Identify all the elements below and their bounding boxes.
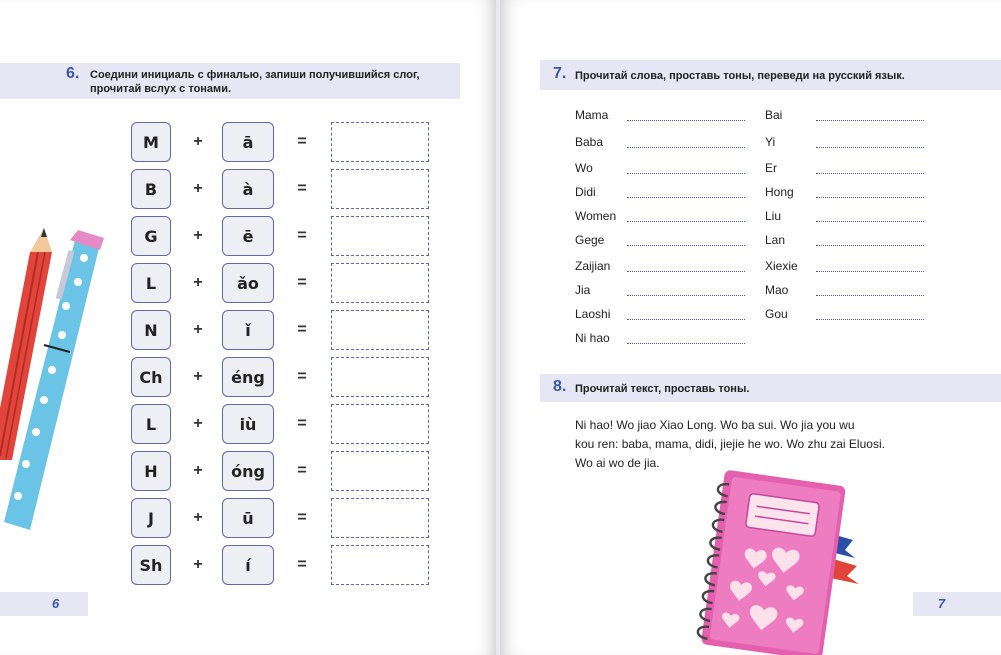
plus-sign: + [193, 227, 203, 244]
answer-box[interactable] [331, 498, 429, 538]
final-tile: ǎo [222, 263, 274, 303]
plus-sign: + [193, 180, 203, 197]
vocab-word: Er [765, 161, 777, 175]
answer-line[interactable] [816, 295, 924, 296]
answer-line[interactable] [627, 197, 745, 198]
initial-tile: B [131, 169, 171, 209]
equals-sign: = [297, 368, 307, 385]
initial-tile: J [131, 498, 171, 538]
final-tile: iù [222, 404, 274, 444]
vocab-word: Xiexie [765, 259, 798, 273]
answer-line[interactable] [627, 271, 745, 272]
task6-instruction-line2: прочитай вслух с тонами. [90, 83, 232, 95]
answer-line[interactable] [816, 197, 924, 198]
right-page-number: 7 [938, 596, 946, 611]
answer-box[interactable] [331, 216, 429, 256]
final-tile: ǐ [222, 310, 274, 350]
vocab-word: Women [575, 209, 617, 223]
right-page [500, 0, 1001, 655]
answer-line[interactable] [816, 173, 924, 174]
answer-box[interactable] [331, 263, 429, 303]
vocab-word: Gege [575, 233, 605, 247]
plus-sign: + [193, 556, 203, 573]
answer-line[interactable] [627, 295, 745, 296]
answer-box[interactable] [331, 122, 429, 162]
notebook-illustration [675, 470, 875, 655]
vocab-word: Liu [765, 209, 782, 223]
task6-instruction-line1: Соедини инициаль с финалью, запиши получившийся слог, [90, 69, 420, 81]
vocab-word: Mao [765, 283, 789, 297]
answer-line[interactable] [627, 173, 745, 174]
answer-line[interactable] [816, 245, 924, 246]
left-page-number-tab [0, 592, 88, 616]
right-page-number-tab [913, 592, 1001, 616]
task8-number: 8. [553, 378, 567, 395]
vocab-word: Yi [765, 135, 776, 149]
answer-box[interactable] [331, 451, 429, 491]
vocab-word: Lan [765, 233, 786, 247]
answer-line[interactable] [627, 147, 745, 148]
answer-line[interactable] [627, 120, 745, 121]
answer-line[interactable] [816, 271, 924, 272]
final-tile: óng [222, 451, 274, 491]
vocab-word: Zaijian [575, 259, 611, 273]
left-page [0, 0, 496, 655]
answer-line[interactable] [816, 319, 924, 320]
answer-line[interactable] [816, 120, 924, 121]
equals-sign: = [297, 227, 307, 244]
final-tile: à [222, 169, 274, 209]
vocab-word: Ni hao [575, 331, 610, 345]
answer-line[interactable] [627, 319, 745, 320]
left-page-number: 6 [52, 596, 60, 611]
task7-instruction: Прочитай слова, проставь тоны, переведи на русский язык. [575, 70, 905, 82]
initial-tile: Sh [131, 545, 171, 585]
initial-tile: G [131, 216, 171, 256]
initial-tile: L [131, 263, 171, 303]
task8-paragraph-line3: Wo ai wo de jia. [575, 456, 660, 470]
final-tile: ū [222, 498, 274, 538]
task6-number: 6. [66, 65, 80, 82]
final-tile: í [222, 545, 274, 585]
initial-tile: N [131, 310, 171, 350]
answer-line[interactable] [816, 221, 924, 222]
plus-sign: + [193, 133, 203, 150]
answer-line[interactable] [816, 147, 924, 148]
notebook-icon [696, 470, 846, 655]
plus-sign: + [193, 415, 203, 432]
plus-sign: + [193, 274, 203, 291]
task8-paragraph-line1: Ni hao! Wo jiao Xiao Long. Wo ba sui. Wo jia you wu [575, 418, 855, 432]
pencil-pen-illustration [0, 210, 120, 540]
task8-paragraph-line2: kou ren: baba, mama, didi, jiejie he wo. Wo zhu zai Eluosi. [575, 437, 885, 451]
vocab-word: Didi [575, 185, 596, 199]
plus-sign: + [193, 462, 203, 479]
equals-sign: = [297, 274, 307, 291]
final-tile: ē [222, 216, 274, 256]
vocab-word: Mama [575, 108, 609, 122]
task6-instruction [90, 68, 460, 96]
equals-sign: = [297, 415, 307, 432]
task8-paragraph [575, 416, 948, 473]
answer-line[interactable] [627, 221, 745, 222]
initial-tile: H [131, 451, 171, 491]
vocab-word: Jia [575, 283, 591, 297]
final-tile: ā [222, 122, 274, 162]
vocab-word: Baba [575, 135, 604, 149]
vocab-word: Gou [765, 307, 788, 321]
initial-tile: Ch [131, 357, 171, 397]
plus-sign: + [193, 321, 203, 338]
final-tile: éng [222, 357, 274, 397]
answer-line[interactable] [627, 245, 745, 246]
answer-box[interactable] [331, 169, 429, 209]
vocab-word: Laoshi [575, 307, 611, 321]
equals-sign: = [297, 509, 307, 526]
initial-tile: M [131, 122, 171, 162]
answer-line[interactable] [627, 343, 745, 344]
equals-sign: = [297, 321, 307, 338]
answer-box[interactable] [331, 545, 429, 585]
answer-box[interactable] [331, 404, 429, 444]
plus-sign: + [193, 368, 203, 385]
vocab-word: Bai [765, 108, 783, 122]
equals-sign: = [297, 556, 307, 573]
answer-box[interactable] [331, 310, 429, 350]
equals-sign: = [297, 462, 307, 479]
equals-sign: = [297, 180, 307, 197]
task7-number: 7. [553, 65, 567, 82]
equals-sign: = [297, 133, 307, 150]
answer-box[interactable] [331, 357, 429, 397]
vocab-word: Hong [765, 185, 794, 199]
initial-tile: L [131, 404, 171, 444]
vocab-word: Wo [575, 161, 593, 175]
task8-instruction: Прочитай текст, проставь тоны. [575, 383, 750, 395]
plus-sign: + [193, 509, 203, 526]
